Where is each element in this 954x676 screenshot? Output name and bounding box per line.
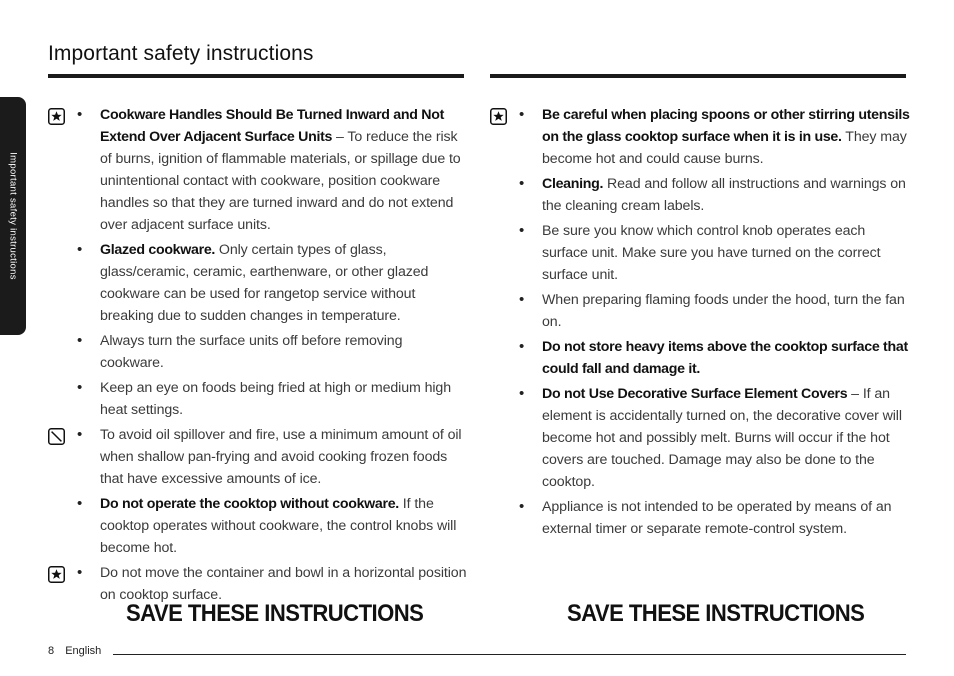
list-item-text xyxy=(100,330,468,374)
list-item xyxy=(490,336,910,380)
list-item-bold: Cookware Handles Should Be Turned Inward and Not Extend Over Adjacent Surface Units xyxy=(100,107,445,145)
list-item xyxy=(48,424,468,490)
left-column xyxy=(48,104,468,609)
list-item-body: Always turn the surface units off before removing cookware. xyxy=(100,333,403,371)
bullet-marker: • xyxy=(77,379,83,396)
list-item xyxy=(490,383,910,493)
list-item-text xyxy=(100,239,468,327)
list-item-text xyxy=(542,220,910,286)
side-tab[interactable] xyxy=(0,97,26,335)
list-item-bold: Cleaning. xyxy=(542,176,604,192)
list-item xyxy=(490,289,910,333)
bullet-marker: • xyxy=(77,426,83,443)
save-instructions-right: SAVE THESE INSTRUCTIONS xyxy=(567,600,865,627)
bullet-marker: • xyxy=(519,291,525,308)
list-item-body: To avoid oil spillover and fire, use a minimum amount of oil when shallow pan-frying and avoid cooking frozen foods that have excessive amounts of ice. xyxy=(100,427,462,487)
bullet-marker: • xyxy=(77,106,83,123)
list-item-text xyxy=(542,104,910,170)
list-item xyxy=(48,377,468,421)
footer xyxy=(48,645,101,657)
list-item-body: Do not move the container and bowl in a horizontal position on cooktop surface. xyxy=(100,565,467,603)
list-item xyxy=(490,496,910,540)
list-item-bold: Do not store heavy items above the cooktop surface that could fall and damage it. xyxy=(542,339,908,377)
footer-rule xyxy=(113,654,906,655)
side-tab-label: Important safety instructions xyxy=(7,152,19,280)
list-item-text xyxy=(542,496,910,540)
list-item-text xyxy=(542,289,910,333)
list-item-bold: Do not operate the cooktop without cookware. xyxy=(100,496,399,512)
list-item-text xyxy=(542,336,910,380)
footer-language: English xyxy=(65,645,102,657)
list-item-body: Appliance is not intended to be operated by means of an external timer or separate remote-control system. xyxy=(542,499,892,537)
bullet-marker: • xyxy=(519,498,525,515)
star-icon xyxy=(490,108,507,125)
list-item-text xyxy=(100,104,468,236)
list-item xyxy=(48,104,468,236)
list-item-body: Be sure you know which control knob operates each surface unit. Make sure you have turned on the correct surface unit. xyxy=(542,223,881,283)
bullet-marker: • xyxy=(519,175,525,192)
header-rule-right xyxy=(490,74,906,78)
list-item-bold: Do not Use Decorative Surface Element Covers xyxy=(542,386,848,402)
list-item-text xyxy=(100,424,468,490)
list-item xyxy=(490,104,910,170)
bullet-marker: • xyxy=(77,564,83,581)
list-item xyxy=(48,330,468,374)
bullet-marker: • xyxy=(519,385,525,402)
bullet-marker: • xyxy=(77,332,83,349)
list-item-body: When preparing flaming foods under the hood, turn the fan on. xyxy=(542,292,905,330)
list-item-body: – To reduce the risk of burns, ignition of flammable materials, or spillage due to unintentional contact with cookware, position cookware handles so that they are turned inward and do not extend over adjacent surface units. xyxy=(100,129,461,233)
star-icon xyxy=(48,566,65,583)
list-item-text xyxy=(542,173,910,217)
list-item xyxy=(490,220,910,286)
list-item-body: Read and follow all instructions and warnings on the cleaning cream labels. xyxy=(542,176,906,214)
page-number: 8 xyxy=(48,645,55,657)
bullet-marker: • xyxy=(519,338,525,355)
star-icon xyxy=(48,108,65,125)
list-item-body: Only certain types of glass, glass/ceramic, ceramic, earthenware, or other glazed cookware can be used for rangetop service without breaking due to sudden changes in temperature. xyxy=(100,242,429,324)
save-instructions-left: SAVE THESE INSTRUCTIONS xyxy=(126,600,424,627)
list-item-text xyxy=(542,383,910,493)
list-item xyxy=(48,239,468,327)
list-item-body: Keep an eye on foods being fried at high or medium high heat settings. xyxy=(100,380,452,418)
page-title: Important safety instructions xyxy=(48,42,314,65)
list-item-text xyxy=(100,493,468,559)
list-item-text xyxy=(100,377,468,421)
bullet-marker: • xyxy=(519,222,525,239)
bullet-marker: • xyxy=(519,106,525,123)
list-item-bold: Glazed cookware. xyxy=(100,242,216,258)
list-item-body: They may become hot and could cause burns. xyxy=(542,129,907,167)
bullet-marker: • xyxy=(77,241,83,258)
header-rule-left xyxy=(48,74,464,78)
right-column xyxy=(490,104,910,543)
bullet-marker: • xyxy=(77,495,83,512)
list-item-bold: Be careful when placing spoons or other stirring utensils on the glass cooktop surface when it is in use. xyxy=(542,107,910,145)
prohibition-icon xyxy=(48,428,65,445)
list-item-body: – If an element is accidentally turned on, the decorative cover will become hot and possibly melt. Burns will occur if the hot covers are touched. Damage may also be done to the cooktop. xyxy=(542,386,902,490)
list-item xyxy=(490,173,910,217)
list-item xyxy=(48,493,468,559)
list-item-body: If the cooktop operates without cookware, the control knobs will become hot. xyxy=(100,496,457,556)
